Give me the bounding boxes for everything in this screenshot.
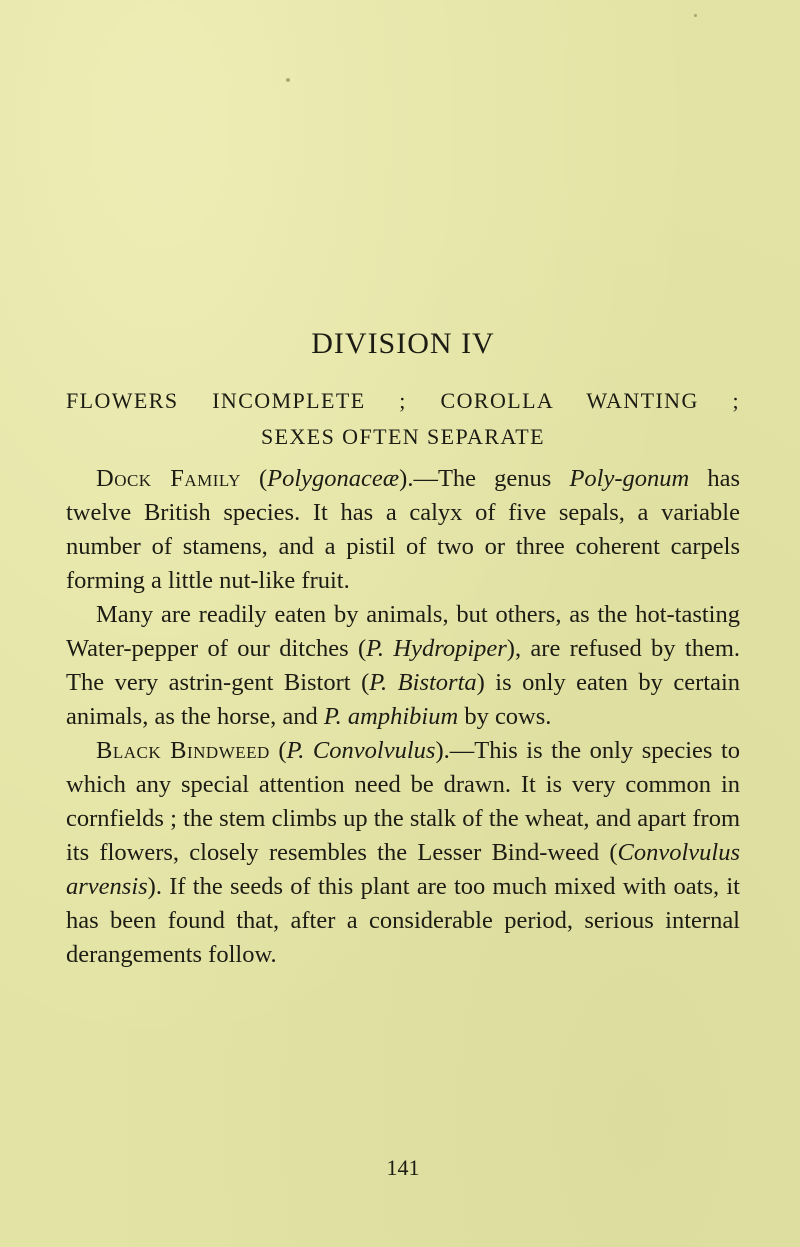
paper-speck xyxy=(286,78,290,82)
body-text xyxy=(66,462,740,972)
page-number: 141 xyxy=(386,1155,420,1180)
species-name: P. amphibium xyxy=(323,703,459,730)
paragraph-text: ). If the seeds of this plant are too much mixed with oats, it has been found that, after a considerable period, serious internal derangements follow. xyxy=(66,873,740,968)
paper-speck xyxy=(694,14,697,17)
division-title: DIVISION IV xyxy=(311,327,495,360)
species-name: P. Hydropiper xyxy=(366,635,507,662)
paragraph-animals xyxy=(66,598,740,734)
latin-species-name: P. Convolvulus xyxy=(286,737,436,764)
paragraph-text: has twelve British species. It has a calyx of five sepals, a variable number of stamens, and a pistil of two or three coherent carpels forming a little nut-like fruit. xyxy=(66,465,740,594)
species-name: Convolvulus arvensis xyxy=(66,839,740,900)
division-subtitle-line-1: FLOWERS INCOMPLETE ; COROLLA WANTING ; xyxy=(66,388,740,413)
paragraph-text: .—This is the only species to which any special attention need be drawn. It is very common in cornfields ; the stem climbs up the stalk of the wheat, and apart from its flowers, closely resembles the Lesser Bind-weed ( xyxy=(66,737,741,866)
section-heading-dock-family: Dock Family xyxy=(96,465,241,492)
species-name: P. Bistorta xyxy=(369,669,477,696)
division-subtitle-line-2: SEXES OFTEN SEPARATE xyxy=(261,424,545,449)
paragraph-dock-family: Dock Family (Polygonaceæ).—The genus Poly-gonum has twelve British species. It has a calyx of five sepals, a variable number of stamens, and a pistil of two or three coherent carpels forming a little nut-like fruit. xyxy=(66,465,740,594)
latin-family-name: Polygonaceæ xyxy=(267,465,400,492)
book-page xyxy=(66,0,740,1247)
paragraph-text: Many are readily eaten by animals, but others, as the hot-tasting Water-pepper of our ditches ( xyxy=(66,601,740,662)
section-heading-black-bindweed: Black Bindweed xyxy=(96,737,270,764)
paragraph-text: .—The genus xyxy=(407,465,570,492)
paragraph-text: ), are refused by them. The very astrin-gent Bistort ( xyxy=(66,635,740,696)
paragraph-text: ) is only eaten by certain animals, as the horse, and xyxy=(66,669,740,730)
genus-name: Poly-gonum xyxy=(569,465,690,492)
paragraph-black-bindweed: Black Bindweed (P. Convolvulus).—This is the only species to which any special attention need be drawn. It is very common in cornfields ; the stem climbs up the stalk of the wheat, and apart from its flowers, closely resembles the Lesser Bind-weed (Convolvulus arvensis). If the seeds of this plant are too much mixed with oats, it has been found that, after a considerable period, serious internal derangements follow. xyxy=(66,737,741,968)
paragraph-text: by cows. xyxy=(458,703,552,730)
